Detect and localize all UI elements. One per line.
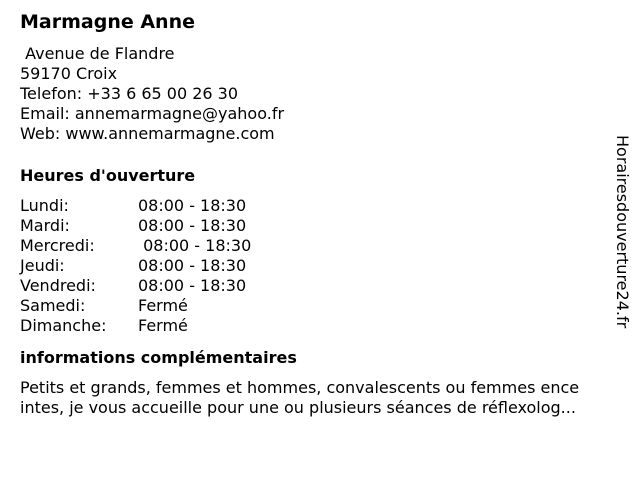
hours-heading: Heures d'ouverture	[20, 166, 196, 185]
hours-row-thursday	[20, 256, 610, 276]
hours-row-wednesday	[20, 236, 610, 256]
info-line: Petits et grands, femmes et hommes, convalescents ou femmes ence	[20, 378, 580, 397]
hours-row-monday	[20, 196, 610, 216]
hours-value: Fermé	[138, 296, 188, 315]
email-line: Email: annemarmagne@yahoo.fr	[20, 104, 285, 123]
day-label: Dimanche:	[20, 316, 107, 335]
day-label: Lundi:	[20, 196, 69, 215]
street-address: Avenue de Flandre	[20, 44, 175, 63]
hours-table	[20, 196, 610, 336]
hours-value: 08:00 - 18:30	[138, 276, 247, 295]
business-name: Marmagne Anne	[20, 11, 195, 33]
website-line: Web: www.annemarmagne.com	[20, 124, 275, 143]
hours-row-saturday	[20, 296, 610, 316]
phone-line: Telefon: +33 6 65 00 26 30	[20, 84, 239, 103]
hours-value: 08:00 - 18:30	[138, 256, 247, 275]
hours-value: Fermé	[138, 316, 188, 335]
day-label: Mardi:	[20, 216, 70, 235]
hours-value: 08:00 - 18:30	[138, 236, 252, 255]
hours-row-friday	[20, 276, 610, 296]
city-postal: 59170 Croix	[20, 64, 118, 83]
info-line: intes, je vous accueille pour une ou plusieurs séances de réflexolog...	[20, 398, 576, 417]
hours-row-sunday	[20, 316, 610, 336]
day-label: Jeudi:	[20, 256, 65, 275]
hours-value: 08:00 - 18:30	[138, 196, 247, 215]
info-heading: informations complémentaires	[20, 348, 297, 367]
day-label: Vendredi:	[20, 276, 96, 295]
business-card	[20, 10, 610, 418]
hours-row-tuesday	[20, 216, 610, 236]
hours-value: 08:00 - 18:30	[138, 216, 247, 235]
address-block	[20, 44, 610, 144]
day-label: Samedi:	[20, 296, 86, 315]
info-description	[20, 378, 628, 418]
day-label: Mercredi:	[20, 236, 95, 255]
vertical-site-brand: Horairesdouverture24.fr	[613, 135, 632, 329]
